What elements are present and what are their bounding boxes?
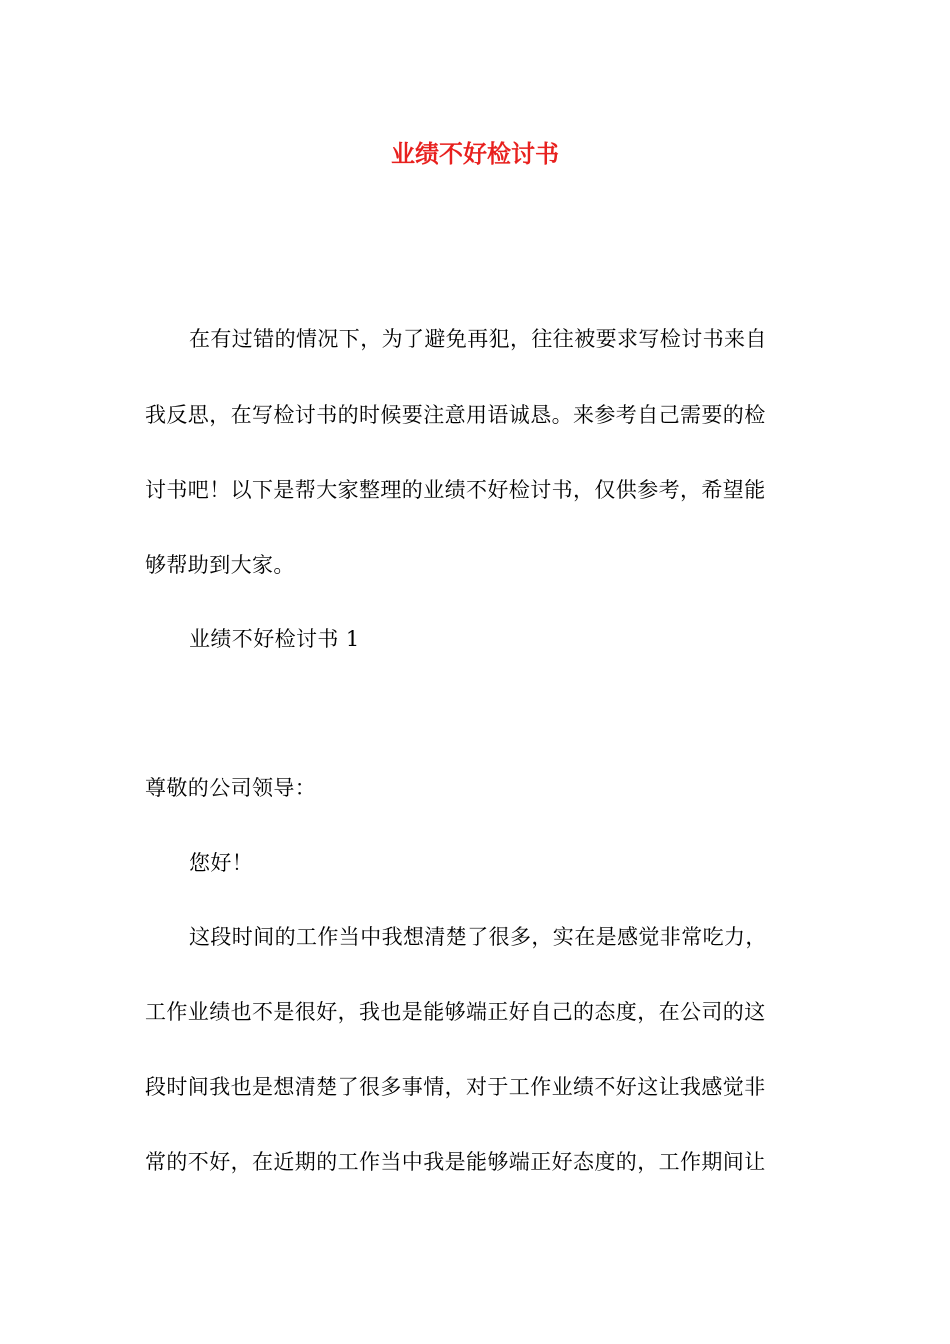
document-title: 业绩不好检讨书 — [391, 139, 559, 168]
intro-line: 在有过错的情况下，为了避免再犯，往往被要求写检讨书来自 — [189, 327, 767, 351]
salutation: 尊敬的公司领导： — [145, 776, 317, 800]
body-line: 工作业绩也不是很好，我也是能够端正好自己的态度，在公司的这 — [145, 1000, 766, 1024]
intro-line: 够帮助到大家。 — [145, 553, 295, 577]
body-line: 这段时间的工作当中我想清楚了很多，实在是感觉非常吃力， — [189, 925, 767, 949]
body-line: 常的不好，在近期的工作当中我是能够端正好态度的，工作期间让 — [145, 1150, 766, 1174]
section-heading: 业绩不好检讨书 1 — [189, 627, 360, 651]
intro-line: 我反思，在写检讨书的时候要注意用语诚恳。来参考自己需要的检 — [145, 403, 766, 427]
body-line: 段时间我也是想清楚了很多事情，对于工作业绩不好这让我感觉非 — [145, 1075, 766, 1099]
greeting: 您好！ — [189, 851, 254, 875]
intro-line: 讨书吧！以下是帮大家整理的业绩不好检讨书，仅供参考，希望能 — [145, 478, 766, 502]
